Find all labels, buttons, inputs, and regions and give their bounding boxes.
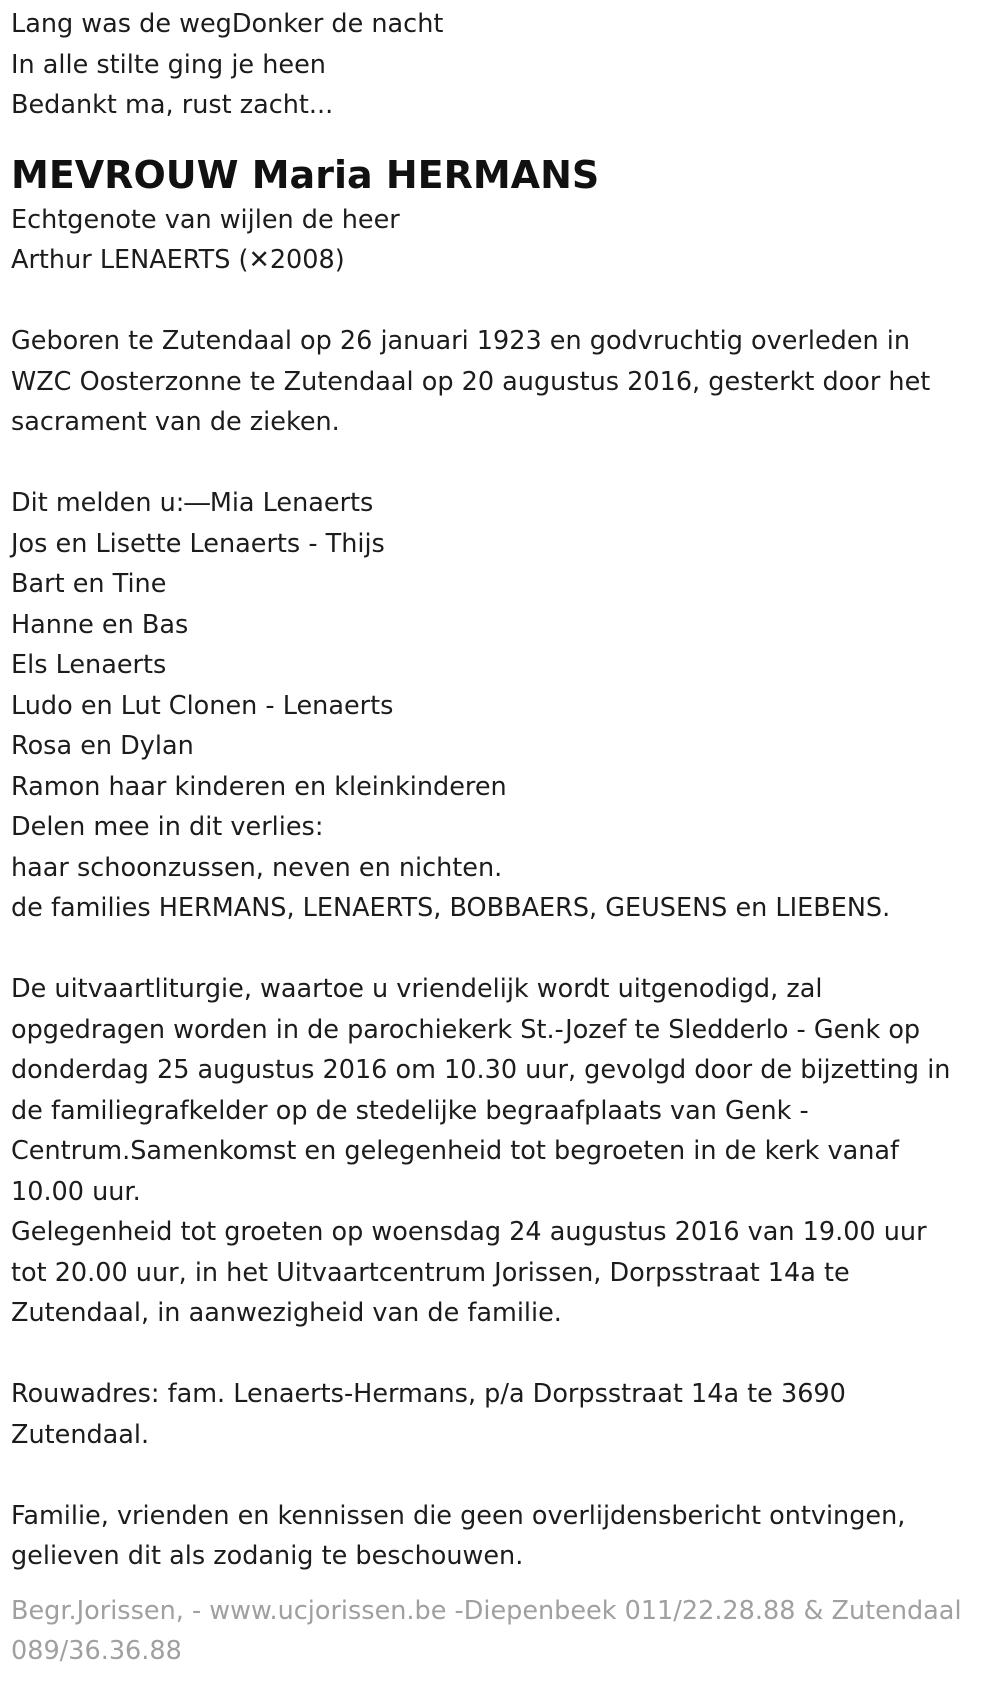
- funeral-line: opgedragen worden in de parochiekerk St.-Jozef te Sledderlo - Genk op: [11, 1014, 921, 1045]
- funeral-line: 10.00 uur.: [11, 1176, 141, 1207]
- obituary-notice: [0, 4, 1000, 1708]
- verse-line: Bedankt ma, rust zacht...: [11, 90, 334, 120]
- family-line: Delen mee in dit verlies:: [11, 812, 324, 842]
- spacer: [11, 281, 1000, 322]
- closing-line: Familie, vrienden en kennissen die geen overlijdensbericht ontvingen,: [11, 1500, 906, 1531]
- spacer: [11, 443, 1000, 484]
- funeral-line: De uitvaartliturgie, waartoe u vriendelijk wordt uitgenodigd, zal: [11, 974, 823, 1004]
- family-line: Els Lenaerts: [11, 650, 167, 680]
- footer-line: Begr.Jorissen, - www.ucjorissen.be -Diepenbeek 011/22.28.88 & Zutendaal: [11, 1595, 962, 1626]
- spacer: [11, 1334, 1000, 1375]
- family-line: de families HERMANS, LENAERTS, BOBBAERS, GEUSENS en LIEBENS.: [11, 893, 891, 923]
- family-line: Jos en Lisette Lenaerts - Thijs: [11, 528, 385, 559]
- funeral-line: Gelegenheid tot groeten op woensdag 24 augustus 2016 van 19.00 uur: [11, 1217, 927, 1247]
- funeral-home-footer: [11, 1591, 1000, 1672]
- birth-death-line: WZC Oosterzonne te Zutendaal op 20 augustus 2016, gesterkt door het: [11, 366, 931, 397]
- funeral-block: [11, 969, 1000, 1334]
- birth-death-line: Geboren te Zutendaal op 26 januari 1923 en godvruchtig overleden in: [11, 326, 911, 356]
- closing-block: [11, 1496, 1000, 1577]
- funeral-line: donderdag 25 augustus 2016 om 10.30 uur, gevolgd door de bijzetting in: [11, 1055, 951, 1085]
- family-line: Ramon haar kinderen en kleinkinderen: [11, 771, 507, 802]
- spacer: [11, 1455, 1000, 1496]
- footer-line: 089/36.36.88: [11, 1636, 182, 1666]
- family-line: haar schoonzussen, neven en nichten.: [11, 852, 503, 883]
- family-line: Dit melden u:―Mia Lenaerts: [11, 488, 374, 518]
- funeral-line: Centrum.Samenkomst en gelegenheid tot begroeten in de kerk vanaf: [11, 1136, 899, 1166]
- address-line: Rouwadres: fam. Lenaerts-Hermans, p/a Dorpsstraat 14a te 3690: [11, 1379, 846, 1409]
- verse-line: Lang was de wegDonker de nacht: [11, 9, 444, 39]
- birth-death-line: sacrament van de zieken.: [11, 407, 340, 437]
- family-line: Hanne en Bas: [11, 609, 189, 640]
- family-line: Bart en Tine: [11, 569, 167, 599]
- closing-line: gelieven dit als zodanig te beschouwen.: [11, 1541, 524, 1571]
- spouse-block: [11, 200, 1000, 281]
- birth-death-block: [11, 321, 1000, 443]
- funeral-line: tot 20.00 uur, in het Uitvaartcentrum Jorissen, Dorpsstraat 14a te: [11, 1257, 850, 1288]
- spacer: [11, 929, 1000, 970]
- spouse-line: Echtgenote van wijlen de heer: [11, 204, 400, 235]
- family-block: [11, 483, 1000, 929]
- address-block: [11, 1374, 1000, 1455]
- family-line: Ludo en Lut Clonen - Lenaerts: [11, 690, 394, 721]
- spouse-line: Arthur LENAERTS (✕2008): [11, 245, 345, 275]
- verse-line: In alle stilte ging je heen: [11, 49, 326, 80]
- verse-block: [11, 4, 1000, 126]
- funeral-line: de familiegrafkelder op de stedelijke begraafplaats van Genk -: [11, 1095, 809, 1126]
- funeral-line: Zutendaal, in aanwezigheid van de familie.: [11, 1298, 562, 1328]
- deceased-name: MEVROUW Maria HERMANS: [11, 152, 600, 197]
- family-line: Rosa en Dylan: [11, 731, 194, 761]
- address-line: Zutendaal.: [11, 1419, 150, 1450]
